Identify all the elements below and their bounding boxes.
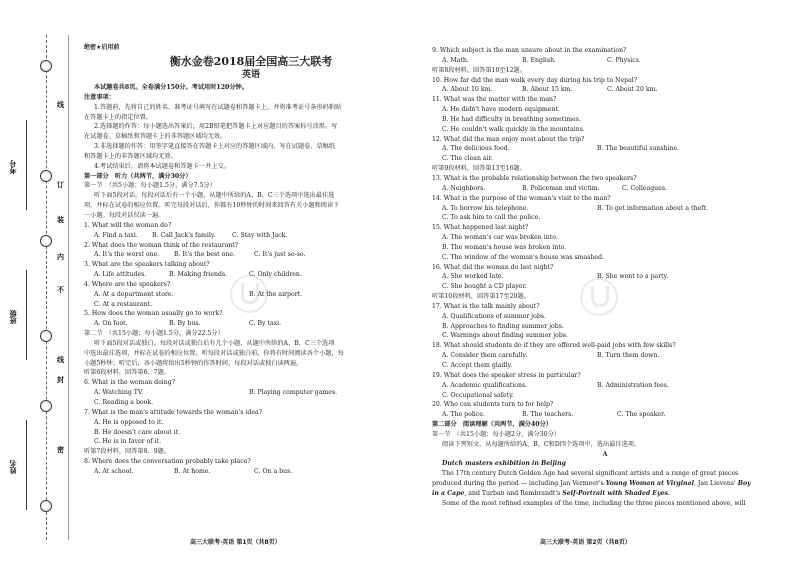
column-right: [432, 46, 778, 509]
option[interactable]: A. Academic qualifications.: [442, 381, 528, 389]
option[interactable]: B. Playing computer games.: [249, 389, 338, 397]
options-4: [84, 290, 418, 300]
passage-line: [432, 489, 778, 499]
instruction-line: 阅读下列短文，从每题所给的A、B、C和D四个选项中，选出最佳选项。: [442, 440, 641, 448]
options-2: [84, 250, 418, 260]
part-heading: 第二部分 阅读理解（共两节，满分40分）: [432, 421, 552, 429]
option[interactable]: B. English.: [522, 56, 557, 64]
seal-char: 密: [57, 446, 64, 454]
option[interactable]: C. The window of the woman's house was smashed.: [442, 253, 604, 261]
option[interactable]: B. About 15 km.: [522, 86, 573, 94]
seal-dashed-line: [46, 35, 47, 540]
options-16: [432, 272, 778, 282]
text-run: , Jan Lievens': [693, 480, 738, 488]
page-footer: 高三大联考·英语 第1页（共8页）: [190, 539, 281, 546]
text-run: , and Turban and Rembrandt's: [464, 489, 563, 497]
options-13: [432, 184, 778, 194]
options-8: [84, 467, 418, 477]
passage-title: Dutch masters exhibition in Beijing: [442, 460, 566, 468]
question-17: 17. What is the talk mainly about?: [432, 302, 540, 310]
instruction-line: 项，并标在试卷的相应位置。听完每段对话后，你都有10秒钟的时间来回答有关小题和阅读下: [84, 202, 340, 210]
seal-char: 不: [57, 286, 64, 294]
question-18: 18. What should students do if they are offered well-paid jobs with few skills?: [432, 342, 676, 350]
note-line: 1.答题前，先将自己的姓名、准考证号填写在试题卷和答题卡上，并将准考证号条形码粘贴: [94, 103, 342, 111]
note-line: 3.非选择题的作答：用签字笔直接答在答题卡上对应的答题区域内。写在试题卷、草稿纸: [94, 143, 336, 151]
option[interactable]: B. Administration fees.: [597, 381, 669, 389]
note-line: 在答题卡上的指定位置。: [84, 113, 153, 121]
options-19: [432, 381, 778, 391]
material-note: 听第9段材料，回答第13至16题。: [432, 165, 526, 173]
option[interactable]: A. To borrow his telephone.: [442, 204, 529, 212]
instruction-line: 听下面5段对话或独白。每段对话或独白后有几个小题，从题中所给的A、B、C三个选项: [94, 339, 335, 347]
passage-line: The 17th century Dutch Golden Age had several significant artists and a range of great pieces: [442, 470, 739, 478]
option[interactable]: A. On foot.: [94, 320, 128, 328]
question-20: 20. Who can students turn to for help?: [432, 401, 554, 409]
seal-char: 线: [57, 356, 64, 364]
option[interactable]: C. Reading a book.: [94, 399, 154, 406]
options-18: [432, 351, 778, 361]
option[interactable]: A. Watching TV.: [94, 389, 144, 397]
exam-number-label: 考号: [9, 160, 17, 174]
exam-number-line: [26, 120, 27, 210]
seal-char: 装: [57, 216, 64, 224]
subject-title: 英语: [241, 70, 260, 80]
option[interactable]: B. At home.: [174, 467, 211, 475]
instruction-line: 听下面5段对话。每段对话后有一个小题，从题中所给的A、B、C三个选项中选出最佳选: [94, 192, 335, 200]
material-note: 听第10段材料，回答第17至20题。: [432, 293, 530, 301]
options-10: [432, 85, 778, 95]
option[interactable]: C. On a bus.: [254, 467, 293, 475]
options-1: [84, 231, 418, 241]
seal-char: 封: [57, 376, 64, 384]
option[interactable]: A. Neighbors.: [442, 184, 486, 192]
question-9: 9. Which subject is the man unsure about in the examination?: [432, 47, 627, 54]
instruction-line: 一小题。每段对话仅读一遍。: [84, 211, 165, 219]
passage-letter: A: [602, 450, 608, 458]
text-run: produced during the period — including Jan Vermeer's: [432, 480, 606, 488]
note-line: 4.考试结束后，请将本试题卷和答题卡一并上交。: [94, 162, 230, 170]
option[interactable]: A. Math.: [442, 56, 469, 64]
instruction-line: 中选出最佳选项，并标在试卷的相应位置。听每段对话或独白前，你将有时间阅读各个小题，每: [84, 349, 344, 357]
artwork-title: Boy: [737, 480, 751, 488]
option[interactable]: B. Making friends.: [169, 271, 228, 279]
option[interactable]: C. About 20 km.: [607, 86, 658, 94]
option[interactable]: C. To ask him to call the police.: [442, 214, 541, 222]
option[interactable]: C. Occupational safety.: [442, 391, 514, 399]
option[interactable]: B. Turn them down.: [597, 352, 660, 360]
option[interactable]: C. The speaker.: [617, 411, 666, 419]
question-19: 19. What does the speaker stress in particular?: [432, 371, 581, 379]
option[interactable]: B. He had difficulty in breathing sometimes.: [442, 115, 581, 123]
binding-hole: [40, 400, 52, 412]
artwork-title: Young Woman at Virginal: [605, 480, 694, 488]
part-heading: 第一部分 听力（共两节，满分30分）: [84, 172, 192, 180]
column-left: [84, 43, 418, 477]
confidential-mark: 绝密★启用前: [84, 44, 120, 51]
question-14: 14. What is the purpose of the woman's visit to the man?: [432, 194, 611, 202]
option[interactable]: C. Warnings about finding summer jobs.: [442, 332, 568, 340]
material-note: 听第8段材料，回答第10至12题。: [432, 66, 526, 74]
option[interactable]: C. At a restaurant.: [94, 300, 152, 308]
note-line: 2.选择题的作答：每小题选出答案后，用2B铅笔把答题卡上对应题目的答案标号涂黑。写: [94, 123, 338, 131]
option[interactable]: A. Qualifications of summer jobs.: [442, 312, 546, 320]
options-12: [432, 144, 778, 154]
option[interactable]: A. The police.: [442, 411, 485, 419]
options-3: [84, 270, 418, 280]
options-14: [432, 204, 778, 214]
binding-hole: [40, 235, 52, 247]
option[interactable]: B. The beautiful sunshine.: [597, 145, 680, 153]
option[interactable]: C. She bought a CD player.: [442, 283, 527, 291]
binding-margin: [0, 0, 70, 561]
option[interactable]: A. She worked late.: [442, 273, 504, 281]
seal-char: 订: [57, 181, 64, 189]
question-5: 5. How does the woman usually go to work?: [84, 310, 223, 318]
seal-char: 线: [57, 101, 64, 109]
artwork-title: Self-Portrait with Shaded Eyes: [562, 489, 669, 497]
exam-intro: 本试题卷共8页。全卷满分150分。考试用时120分钟。: [94, 84, 248, 91]
option[interactable]: C. Physics.: [607, 56, 641, 64]
question-6: 6. What is the woman doing?: [84, 379, 176, 387]
exam-title: 衡水金卷2018届全国高三大联考: [169, 55, 333, 68]
option[interactable]: C. Stay with Jack.: [232, 231, 288, 239]
question-15: 15. What happened last night?: [432, 224, 529, 232]
text-run: .: [668, 489, 671, 497]
page-footer: 高三大联考·英语 第2页（共8页）: [540, 539, 631, 546]
question-11: 11. What was the matter with the man?: [432, 96, 557, 104]
option[interactable]: B. Call Jack's family.: [152, 231, 216, 239]
option[interactable]: A. At a department store.: [94, 290, 174, 298]
notes-heading: 注意事项：: [84, 93, 115, 101]
option[interactable]: C. He is in favor of it.: [94, 438, 162, 446]
option[interactable]: B. She went to a party.: [597, 273, 669, 281]
option[interactable]: C. It's just so-so.: [254, 251, 306, 259]
option[interactable]: B. By bus.: [169, 320, 201, 328]
question-2: 2. What does the woman think of the restaurant?: [84, 241, 239, 249]
option[interactable]: A. At school.: [94, 467, 134, 475]
question-12: 12. What did the man enjoy most about the trip?: [432, 135, 585, 143]
passage-line: Some of the most refined examples of the time, including the three pieces mentioned above, will: [442, 499, 746, 507]
binding-hole: [40, 170, 52, 182]
option[interactable]: B. He doesn't care about it.: [94, 428, 181, 436]
class-label: 班级: [9, 310, 17, 324]
option[interactable]: A. The woman's car was broken into.: [442, 234, 558, 242]
option[interactable]: B. The teachers.: [522, 411, 574, 419]
question-8: 8. Where does the conversation probably take place?: [84, 458, 251, 466]
option[interactable]: C. Only children.: [249, 271, 302, 279]
note-line: 在试题卷、草稿纸和答题卡上的非答题区域均无效。: [84, 133, 227, 141]
binding-hole: [40, 60, 52, 72]
option[interactable]: B. It's the best one.: [174, 251, 235, 259]
options-5: [84, 319, 418, 329]
option[interactable]: C. The clean air.: [442, 155, 493, 163]
option[interactable]: A. Find a taxi.: [94, 231, 138, 239]
option[interactable]: C. Colleagues.: [622, 184, 667, 192]
option[interactable]: A. Life attitudes.: [94, 271, 147, 279]
passage-line: [432, 479, 778, 489]
option[interactable]: C. He couldn't walk quickly in the mountains.: [442, 125, 585, 133]
option[interactable]: B. At the airport.: [249, 290, 303, 298]
question-1: 1. What will the woman do?: [84, 221, 172, 229]
option[interactable]: C. By taxi.: [249, 320, 282, 328]
binding-hole: [40, 500, 52, 512]
margin-border: [68, 35, 69, 540]
instruction-line: 小题5秒钟；听完后，各小题将给出5秒钟的作答时间。每段对话或独白读两遍。: [84, 359, 303, 367]
section-heading: 第一节 （共15小题；每小题2分，满分30分）: [432, 430, 560, 438]
option[interactable]: B. Approaches to finding summer jobs.: [442, 322, 564, 330]
options-6: [84, 388, 418, 398]
material-note: 听第6段材料，回答第6、7题。: [84, 369, 171, 377]
option[interactable]: B. Policeman and victim.: [522, 184, 600, 192]
seal-char: 内: [57, 253, 64, 261]
options-9: [432, 56, 778, 66]
question-10: 10. How far did the man walk every day during his trip to Nepal?: [432, 76, 638, 84]
question-4: 4. Where are the speakers?: [84, 280, 171, 288]
option[interactable]: A. He is opposed to it.: [94, 418, 164, 426]
section-heading: 第一节 （共5小题；每小题1.5分，满分7.5分）: [84, 182, 216, 190]
section-heading: 第二节 （共15小题；每小题1.5分，满分22.5分）: [84, 330, 224, 338]
option[interactable]: A. It's the worst one.: [94, 251, 160, 259]
option[interactable]: A. About 10 km.: [442, 86, 493, 94]
name-line: [26, 420, 27, 510]
name-label: 姓名: [9, 460, 17, 474]
option[interactable]: C. Accept them gladly.: [442, 362, 513, 369]
binding-hole: [40, 330, 52, 342]
question-13: 13. What is the probable relationship between the two speakers?: [432, 174, 637, 182]
question-16: 16. What did the woman do last night?: [432, 263, 554, 271]
option[interactable]: B. The woman's house was broken into.: [442, 243, 567, 251]
material-note: 听第7段材料，回答第8、9题。: [84, 448, 171, 456]
question-7: 7. What is the man's attitude towards the woman's idea?: [84, 408, 263, 416]
option[interactable]: A. Consider them carefully.: [442, 352, 528, 360]
option[interactable]: B. To get information about a theft.: [597, 204, 708, 212]
note-line: 和答题卡上的非答题区域均无效。: [84, 152, 177, 160]
question-3: 3. What are the speakers talking about?: [84, 261, 210, 269]
class-line: [26, 270, 27, 360]
options-20: [432, 410, 778, 420]
option[interactable]: A. He didn't have modern equipment.: [442, 106, 560, 114]
option[interactable]: A. The delicious food.: [442, 145, 510, 153]
artwork-title: in a Cape: [432, 489, 465, 497]
